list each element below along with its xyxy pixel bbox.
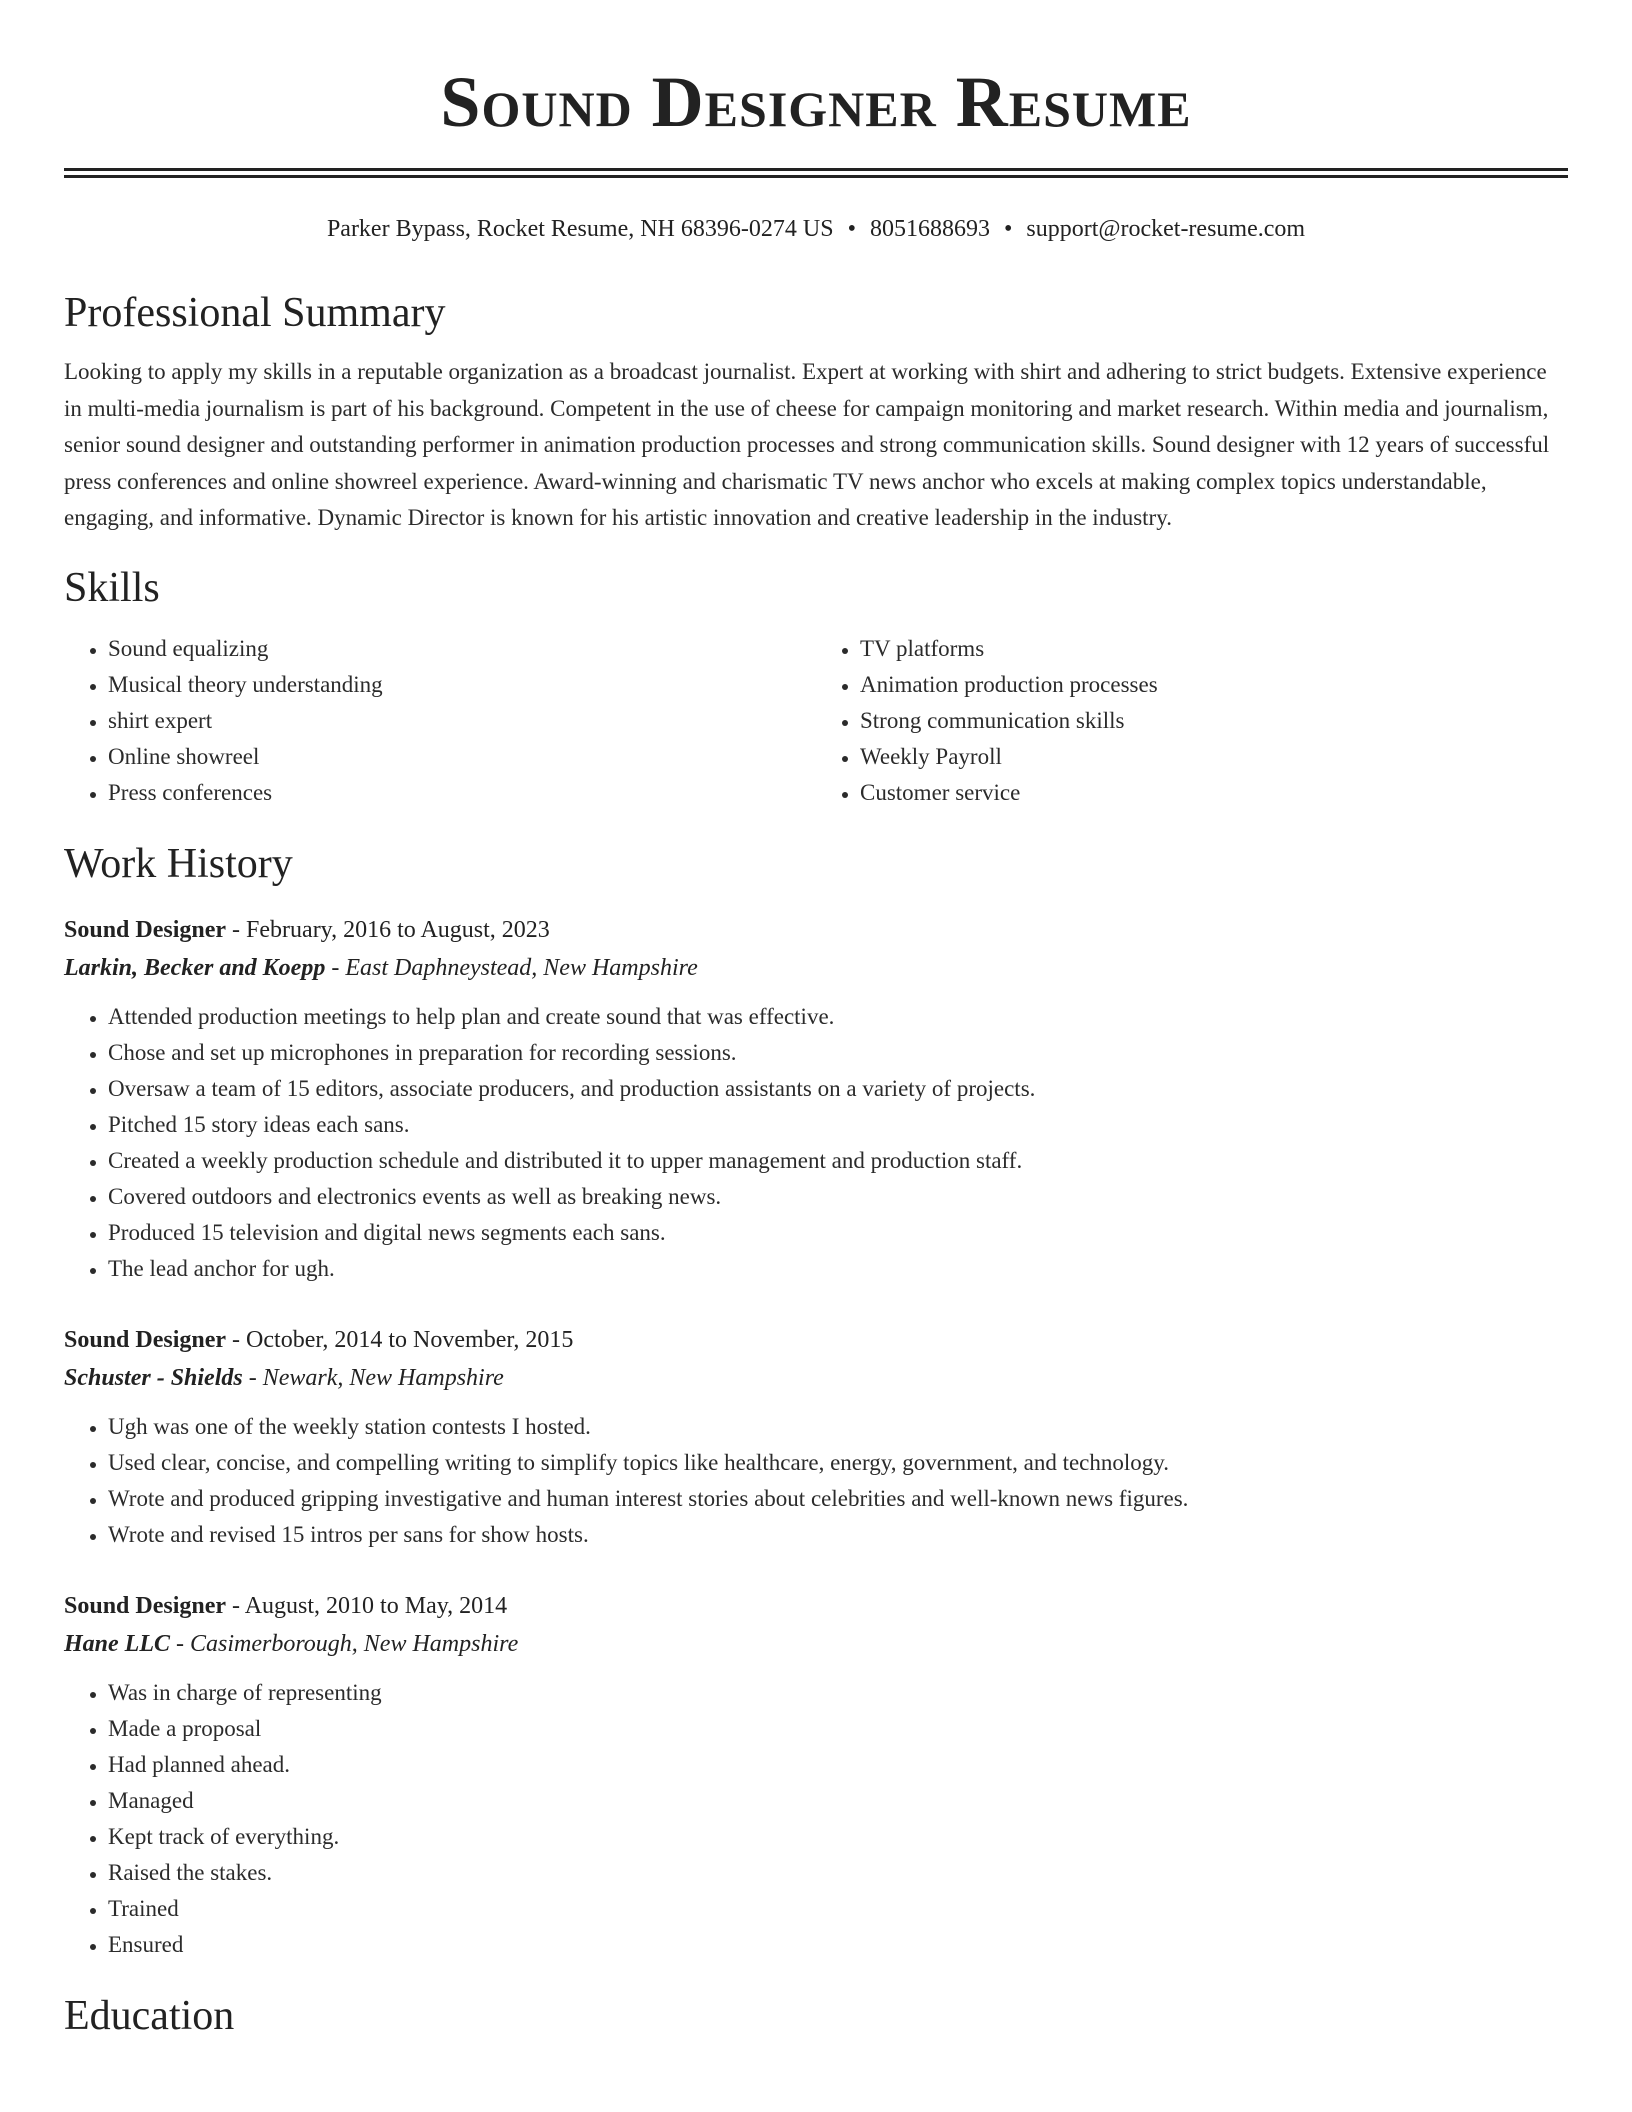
- job-bullet: • Created a weekly production schedule and distributed it to upper management and production staff.: [108, 1143, 1568, 1179]
- job-bullets: [64, 1409, 1568, 1553]
- section-heading-summary: Professional Summary: [64, 290, 446, 336]
- title-divider: [64, 168, 1568, 178]
- job-dates: February, 2016 to August, 2023: [246, 916, 550, 943]
- job-entry: [64, 911, 1568, 1287]
- job-bullet: • Pitched 15 story ideas each sans.: [108, 1107, 1568, 1143]
- job-bullet: • Chose and set up microphones in preparation for recording sessions.: [108, 1035, 1568, 1071]
- job-bullet: • Had planned ahead.: [108, 1747, 1568, 1783]
- job-bullet: • Made a proposal: [108, 1711, 1568, 1747]
- job-bullets: [64, 1675, 1568, 1963]
- skill-item: • Online showreel: [108, 739, 816, 775]
- job-company: Larkin, Becker and Koepp: [64, 954, 326, 981]
- contact-email: support@rocket-resume.com: [1026, 216, 1306, 242]
- job-bullet: • Ugh was one of the weekly station contests I hosted.: [108, 1409, 1568, 1445]
- contact-phone: 8051688693: [869, 216, 990, 242]
- job-entry: [64, 1587, 1568, 1963]
- job-bullet: • Attended production meetings to help plan and create sound that was effective.: [108, 999, 1568, 1035]
- skill-item: • Customer service: [860, 775, 1568, 811]
- skill-item: • shirt expert: [108, 703, 816, 739]
- job-bullet: • Covered outdoors and electronics events as well as breaking news.: [108, 1179, 1568, 1215]
- job-bullet: • Managed: [108, 1783, 1568, 1819]
- job-bullet: • The lead anchor for ugh.: [108, 1251, 1568, 1287]
- job-bullet: • Trained: [108, 1891, 1568, 1927]
- work-history-section: [64, 839, 1568, 1963]
- job-dates: August, 2010 to May, 2014: [244, 1592, 508, 1619]
- job-bullet: • Raised the stakes.: [108, 1855, 1568, 1891]
- job-header: Sound Designer - August, 2010 to May, 2014: [64, 1592, 508, 1619]
- professional-summary-section: [64, 288, 1568, 537]
- job-company-line: Schuster - Shields - Newark, New Hampshire: [64, 1364, 504, 1391]
- job-bullets: [64, 999, 1568, 1287]
- job-bullet: • Wrote and produced gripping investigative and human interest stories about celebrities and well-known news figures.: [108, 1481, 1568, 1517]
- job-dates: October, 2014 to November, 2015: [246, 1326, 574, 1353]
- skill-item: • Musical theory understanding: [108, 667, 816, 703]
- contact-separator: •: [847, 216, 856, 242]
- skills-list-right: [816, 631, 1568, 811]
- skill-item: • Press conferences: [108, 775, 816, 811]
- section-heading-education: Education: [64, 1992, 235, 2039]
- job-bullet: • Produced 15 television and digital news segments each sans.: [108, 1215, 1568, 1251]
- section-heading-skills: Skills: [64, 564, 160, 611]
- job-role: Sound Designer: [64, 916, 227, 943]
- job-bullet: • Wrote and revised 15 intros per sans for show hosts.: [108, 1517, 1568, 1553]
- education-section: [64, 1991, 1568, 2041]
- job-location: East Daphneystead, New Hampshire: [345, 954, 698, 981]
- job-header: Sound Designer - February, 2016 to August, 2023: [64, 916, 550, 943]
- job-role: Sound Designer: [64, 1592, 227, 1619]
- job-location: Casimerborough, New Hampshire: [190, 1630, 519, 1657]
- skill-item: • Weekly Payroll: [860, 739, 1568, 775]
- skill-item: • TV platforms: [860, 631, 1568, 667]
- section-heading-work: Work History: [64, 840, 293, 887]
- job-bullet: • Was in charge of representing: [108, 1675, 1568, 1711]
- job-company: Schuster - Shields: [64, 1364, 243, 1391]
- job-role: Sound Designer: [64, 1326, 227, 1353]
- resume-page: [64, 0, 1568, 2041]
- page-title: Sound Designer Resume: [440, 62, 1192, 142]
- contact-address: Parker Bypass, Rocket Resume, NH 68396-0274 US: [326, 216, 834, 242]
- skill-item: • Animation production processes: [860, 667, 1568, 703]
- job-header: Sound Designer - October, 2014 to November, 2015: [64, 1326, 574, 1353]
- skill-item: • Sound equalizing: [108, 631, 816, 667]
- job-entry: [64, 1321, 1568, 1553]
- job-bullet: • Ensured: [108, 1927, 1568, 1963]
- contact-separator: •: [1003, 216, 1013, 242]
- skill-item: • Strong communication skills: [860, 703, 1568, 739]
- skills-list-left: [64, 631, 816, 811]
- job-company-line: Hane LLC - Casimerborough, New Hampshire: [64, 1630, 519, 1657]
- skills-section: [64, 563, 1568, 811]
- job-bullet: • Kept track of everything.: [108, 1819, 1568, 1855]
- job-company: Hane LLC: [64, 1630, 170, 1657]
- job-bullet: • Oversaw a team of 15 editors, associate producers, and production assistants on a variety of projects.: [108, 1071, 1568, 1107]
- summary-text: Looking to apply my skills in a reputable organization as a broadcast journalist. Expert at working with shirt and adhering to strict budgets. Extensive experience in multi-media journalism is part of his background. Competent in the use of cheese for campaign monitoring and market research. Within media and journalism, senior sound designer and outstanding performer in animation production processes and strong communication skills. Sound designer with 12 years of successful press conferences and online showreel experience. Award-winning and charismatic TV news anchor who excels at making complex topics understandable, engaging, and informative. Dynamic Director is known for his artistic innovation and creative leadership in the industry.: [64, 359, 1550, 530]
- skills-columns: [64, 631, 1568, 811]
- job-bullet: • Used clear, concise, and compelling writing to simplify topics like healthcare, energy, government, and technology.: [108, 1445, 1568, 1481]
- job-location: Newark, New Hampshire: [262, 1364, 504, 1391]
- job-company-line: Larkin, Becker and Koepp - East Daphneystead, New Hampshire: [64, 954, 698, 981]
- contact-line: [64, 214, 1568, 244]
